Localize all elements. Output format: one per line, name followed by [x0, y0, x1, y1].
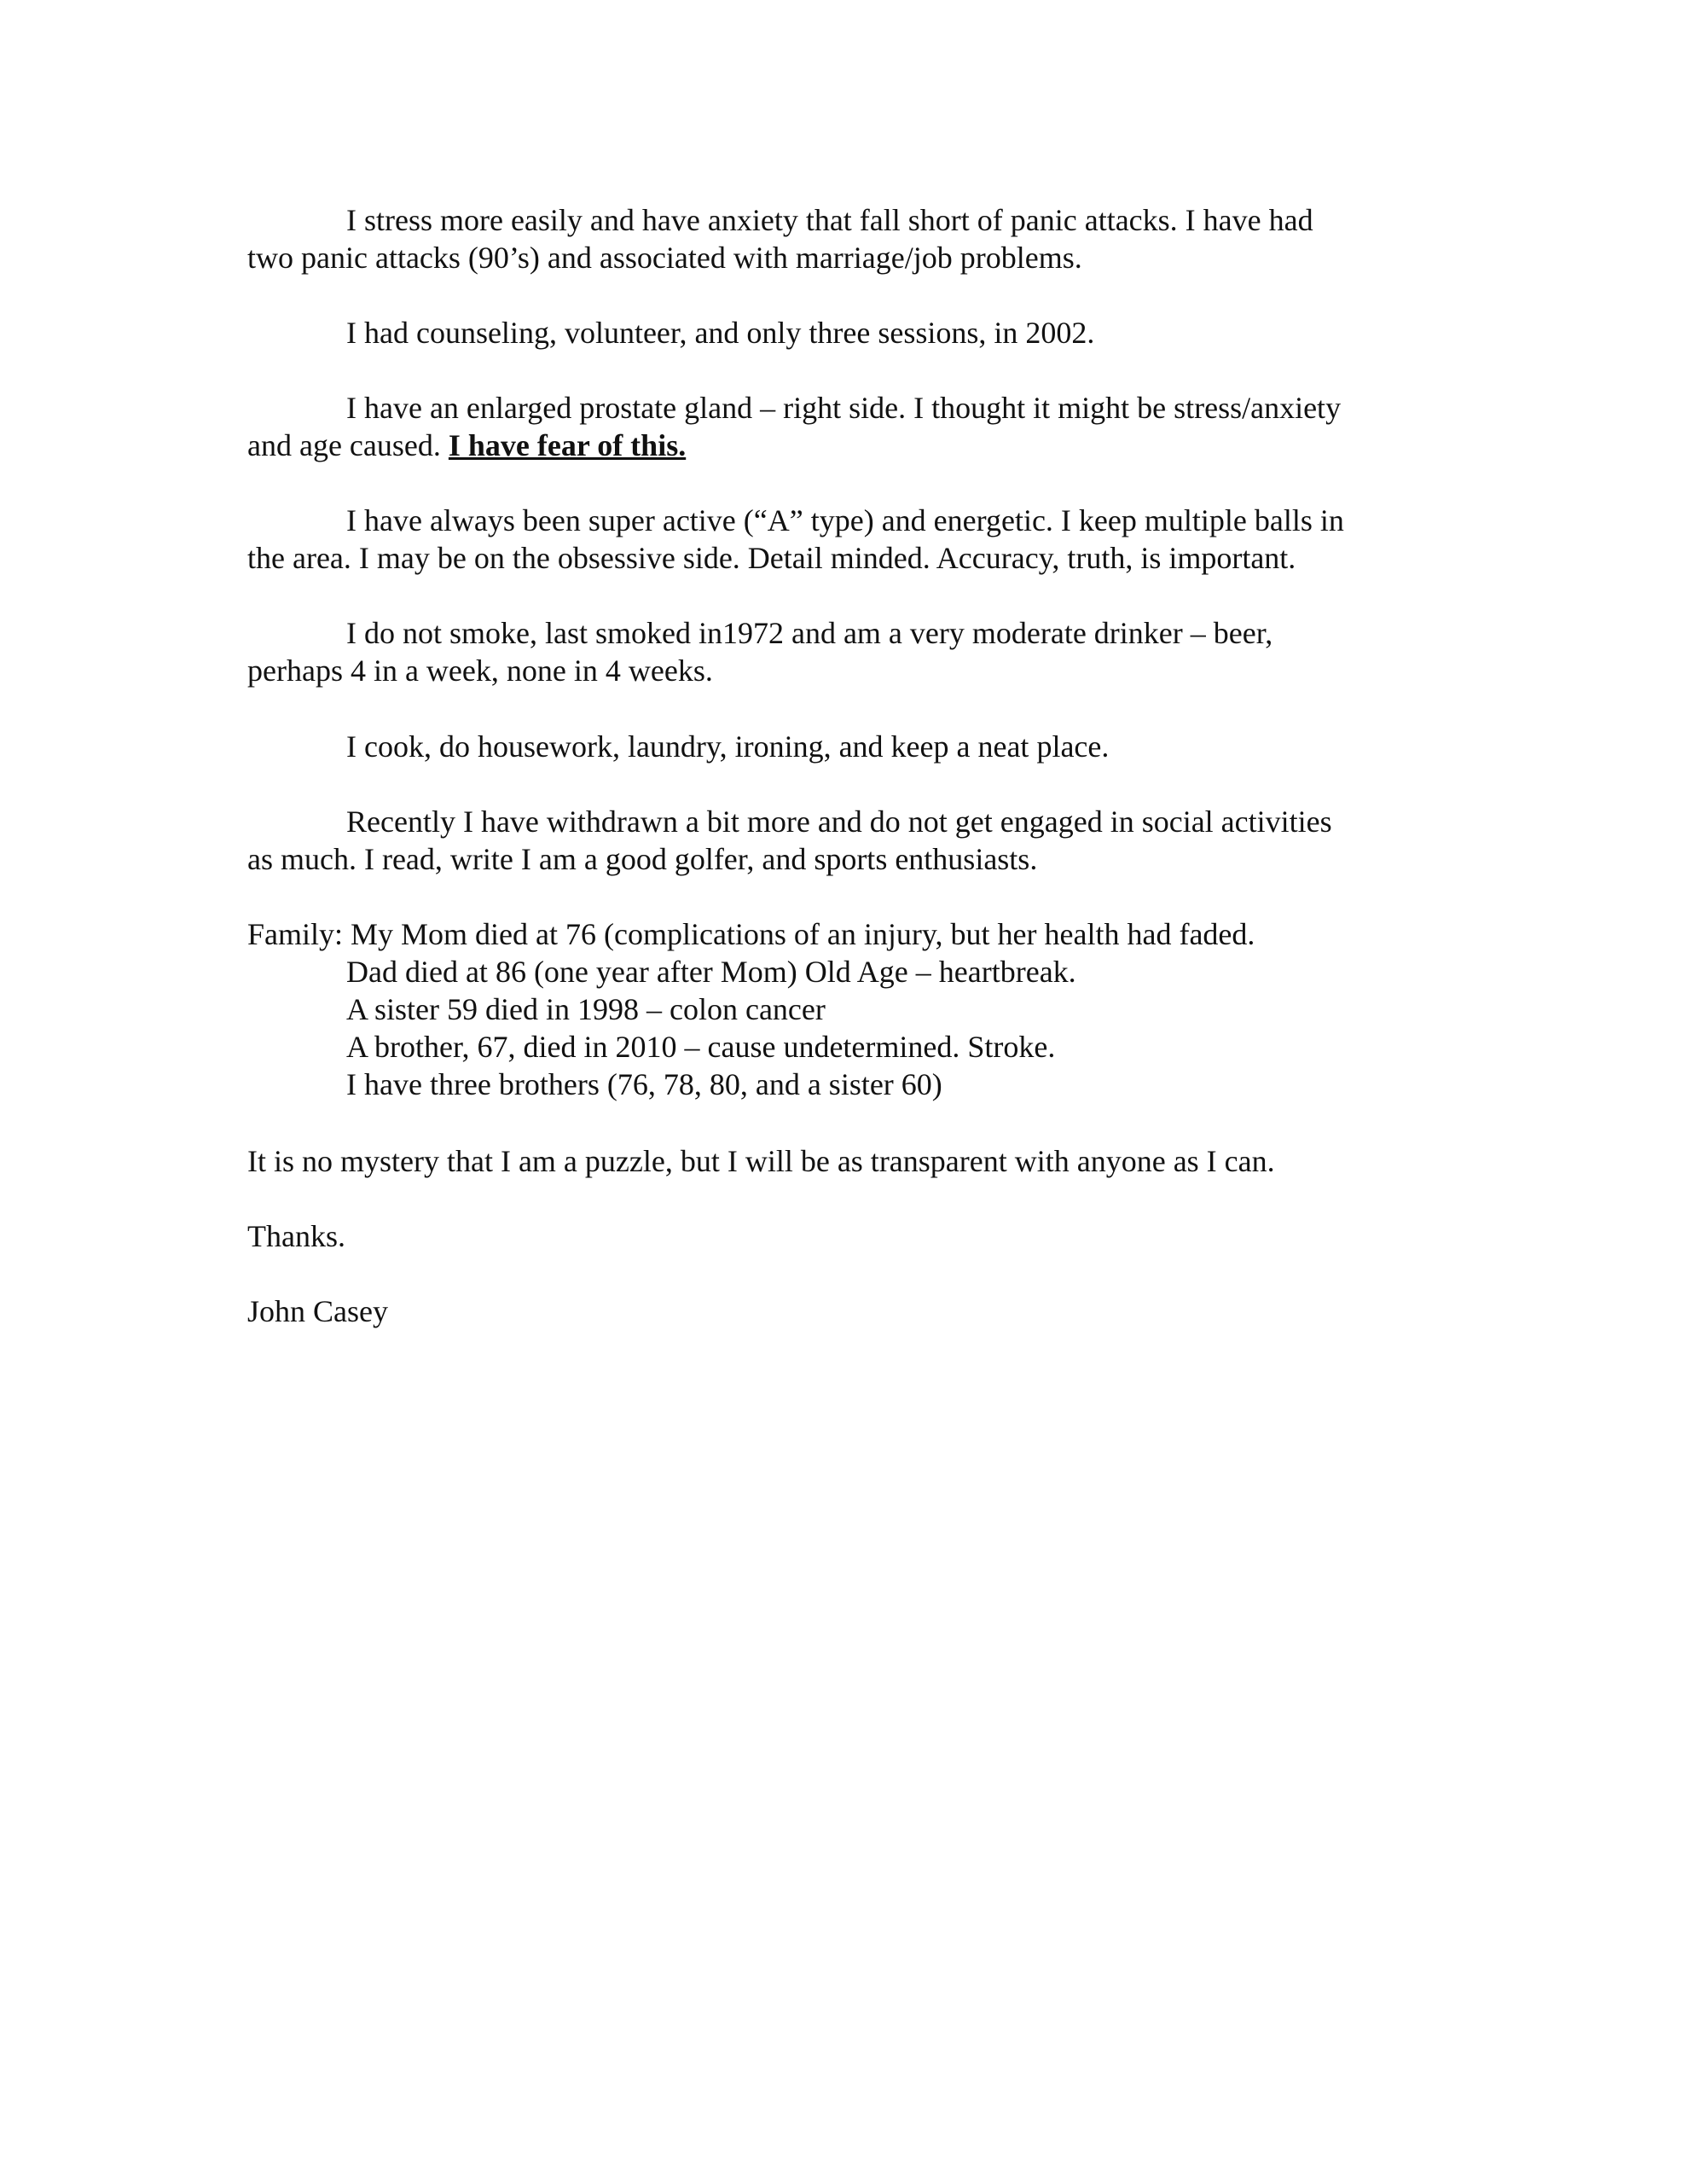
text-line: the area. I may be on the obsessive side. Detail minded. Accuracy, truth, is important. [247, 541, 1296, 575]
closing-statement [247, 1142, 1458, 1180]
text-line: Thanks. [247, 1219, 345, 1253]
text-line: I have always been super active (“A” type) and energetic. I keep multiple balls in [346, 503, 1344, 537]
text-line: I stress more easily and have anxiety that fall short of panic attacks. I have had [346, 203, 1313, 237]
text-line [247, 427, 1458, 464]
text-line: as much. I read, write I am a good golfer, and sports enthusiasts. [247, 842, 1038, 876]
text-line: I have an enlarged prostate gland – right side. I thought it might be stress/anxiety [346, 391, 1342, 425]
text-line: perhaps 4 in a week, none in 4 weeks. [247, 653, 713, 688]
text-fragment: and age caused. [247, 428, 449, 462]
family-line: Dad died at 86 (one year after Mom) Old Age – heartbreak. [346, 955, 1076, 989]
paragraph-household [247, 728, 1458, 765]
paragraph-family-history [247, 915, 1458, 1103]
text-line: It is no mystery that I am a puzzle, but I will be as transparent with anyone as I can. [247, 1144, 1275, 1178]
text-line: Recently I have withdrawn a bit more and do not get engaged in social activities [346, 804, 1332, 839]
paragraph-prostate [247, 389, 1458, 464]
family-line: I have three brothers (76, 78, 80, and a sister 60) [346, 1067, 942, 1101]
paragraph-personality [247, 502, 1458, 577]
paragraph-social [247, 803, 1458, 878]
signature [247, 1292, 1458, 1330]
text-line: I do not smoke, last smoked in1972 and am a very moderate drinker – beer, [346, 616, 1273, 650]
family-line: Family: My Mom died at 76 (complications of an injury, but her health had faded. [247, 917, 1255, 951]
emphasized-statement: I have fear of this. [448, 428, 687, 462]
text-line: I had counseling, volunteer, and only three sessions, in 2002. [346, 316, 1095, 350]
family-line: A sister 59 died in 1998 – colon cancer [346, 992, 826, 1026]
paragraph-anxiety [247, 201, 1458, 276]
family-line: A brother, 67, died in 2010 – cause undetermined. Stroke. [346, 1030, 1056, 1064]
text-line: I cook, do housework, laundry, ironing, and keep a neat place. [346, 729, 1110, 764]
signature-name: John Casey [247, 1294, 388, 1328]
paragraph-counseling [247, 314, 1458, 351]
text-line: two panic attacks (90’s) and associated with marriage/job problems. [247, 241, 1082, 275]
thanks-line [247, 1217, 1458, 1255]
paragraph-smoking-drinking [247, 614, 1458, 689]
